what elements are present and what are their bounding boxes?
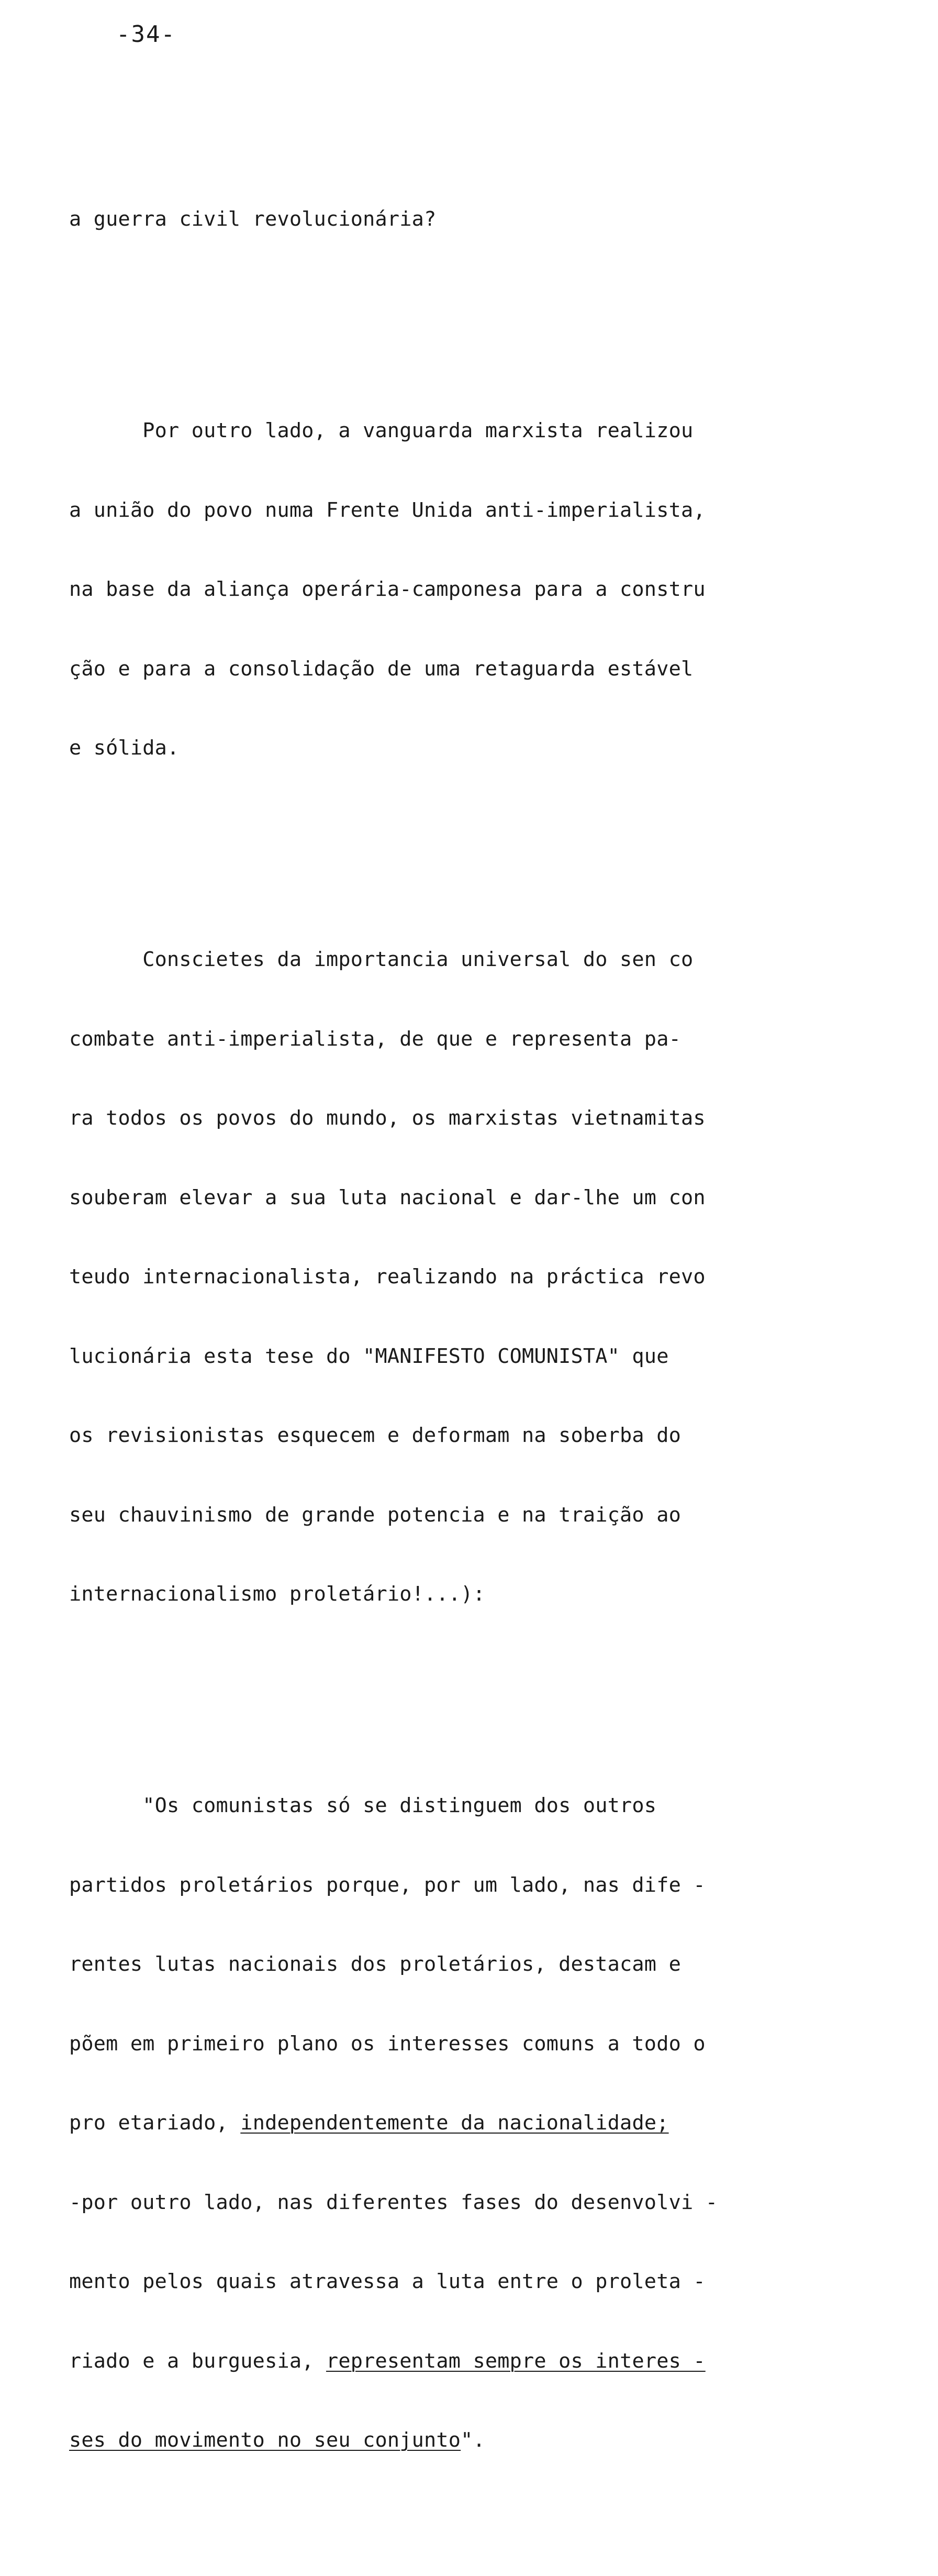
text-line: e sólida. bbox=[69, 736, 180, 760]
text-line: Por outro lado, a vanguarda marxista realizou bbox=[69, 419, 694, 442]
text-line: os revisionistas esquecem e deformam na soberba do bbox=[69, 1424, 681, 1447]
quote-line: -por outro lado, nas diferentes fases do desenvolvi - bbox=[69, 2190, 718, 2214]
underlined-text: independentemente da nacionalidade; bbox=[240, 2111, 669, 2135]
text-line: Conscietes da importancia universal do sen co bbox=[69, 948, 694, 971]
text-line: a guerra civil revolucionária? bbox=[69, 207, 437, 231]
underlined-text: ses do movimento no seu conjunto bbox=[69, 2428, 461, 2452]
quote-line: mento pelos quais atravessa a luta entre o proleta - bbox=[69, 2270, 706, 2293]
quote-text: pro etariado, bbox=[69, 2111, 241, 2135]
quote-text: ". bbox=[461, 2428, 485, 2452]
text-line: teudo internacionalista, realizando na práctica revo bbox=[69, 1265, 706, 1289]
document-body bbox=[69, 101, 833, 2576]
text-line: lucionária esta tese do "MANIFESTO COMUNISTA" que bbox=[69, 1344, 669, 1368]
text-line: internacionalismo proletário!...): bbox=[69, 1582, 485, 1606]
underlined-text: representam sempre os interes - bbox=[326, 2349, 706, 2373]
paragraph-gap bbox=[69, 1661, 833, 1687]
text-line: na base da aliança operária-camponesa para a constru bbox=[69, 578, 706, 601]
quote-text: riado e a burguesia, bbox=[69, 2349, 326, 2373]
paragraph-gap bbox=[69, 815, 833, 841]
quote-line: "Os comunistas só se distinguem dos outros bbox=[69, 1794, 657, 1817]
text-line: a união do povo numa Frente Unida anti-imperialista, bbox=[69, 498, 706, 522]
text-line: ra todos os povos do mundo, os marxistas vietnamitas bbox=[69, 1106, 706, 1130]
text-line: souberam elevar a sua luta nacional e dar-lhe um con bbox=[69, 1185, 706, 1209]
text-line: ção e para a consolidação de uma retaguarda estável bbox=[69, 657, 694, 681]
quote-line: rentes lutas nacionais dos proletários, destacam e bbox=[69, 1952, 681, 1976]
quote-line: partidos proletários porque, por um lado, nas dife - bbox=[69, 1873, 706, 1897]
quote-line bbox=[69, 2348, 833, 2375]
text-line: seu chauvinismo de grande potencia e na traição ao bbox=[69, 1503, 681, 1527]
paragraph-gap bbox=[69, 286, 833, 313]
page-number: -34- bbox=[116, 21, 176, 48]
text-line: combate anti-imperialista, de que e representa pa- bbox=[69, 1027, 681, 1051]
quote-line bbox=[69, 2110, 833, 2137]
quote-line bbox=[69, 2427, 833, 2454]
quote-line: põem em primeiro plano os interesses comuns a todo o bbox=[69, 2031, 706, 2056]
paragraph-gap bbox=[69, 2507, 833, 2534]
